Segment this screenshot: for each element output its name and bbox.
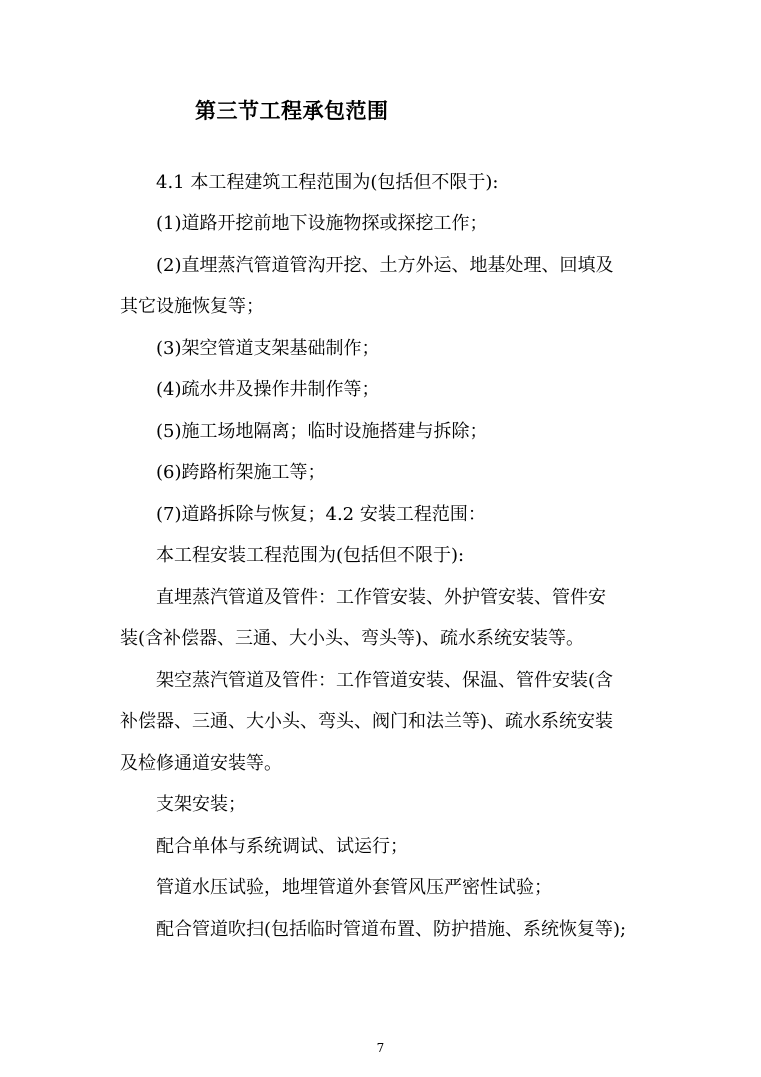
paragraph-line-overhead-pipe-cont: 补偿器、三通、大小头、弯头、阀门和法兰等)、疏水系统安装 (120, 711, 614, 732)
paragraph-line-purging: 配合管道吹扫(包括临时管道布置、防护措施、系统恢复等); (156, 919, 627, 940)
paragraph-line-overhead-pipe-cont2: 及检修通道安装等。 (120, 753, 282, 774)
paragraph-line-support: 支架安装； (156, 794, 246, 815)
paragraph-line-item-7: (7)道路拆除与恢复；4.2 安装工程范围： (156, 504, 486, 525)
paragraph-line-item-5: (5)施工场地隔离；临时设施搭建与拆除； (156, 421, 488, 442)
paragraph-line-overhead-pipe: 架空蒸汽管道及管件：工作管道安装、保温、管件安装(含 (156, 670, 614, 691)
paragraph-line-item-4: (4)疏水井及操作井制作等； (156, 379, 380, 400)
paragraph-line-item-6: (6)跨路桁架施工等； (156, 462, 326, 483)
paragraph-line-item-3: (3)架空管道支架基础制作； (156, 338, 380, 359)
paragraph-line-item-1: (1)道路开挖前地下设施物探或探挖工作； (156, 213, 488, 234)
paragraph-line-item-2-cont: 其它设施恢复等； (120, 296, 264, 317)
paragraph-line-4-1: 4.1 本工程建筑工程范围为(包括但不限于): (156, 172, 499, 193)
paragraph-line-item-2: (2)直埋蒸汽管道管沟开挖、土方外运、地基处理、回填及 (156, 255, 614, 276)
paragraph-line-pressure-test: 管道水压试验，地埋管道外套管风压严密性试验； (156, 877, 552, 898)
paragraph-line-buried-pipe: 直埋蒸汽管道及管件：工作管安装、外护管安装、管件安 (156, 587, 606, 608)
paragraph-line-install-scope: 本工程安装工程范围为(包括但不限于): (156, 545, 465, 566)
section-heading: 第三节工程承包范围 (195, 98, 389, 123)
paragraph-line-buried-pipe-cont: 装(含补偿器、三通、大小头、弯头等)、疏水系统安装等。 (120, 628, 585, 649)
paragraph-line-commissioning: 配合单体与系统调试、试运行； (156, 836, 408, 857)
page-number: 7 (376, 1041, 385, 1055)
